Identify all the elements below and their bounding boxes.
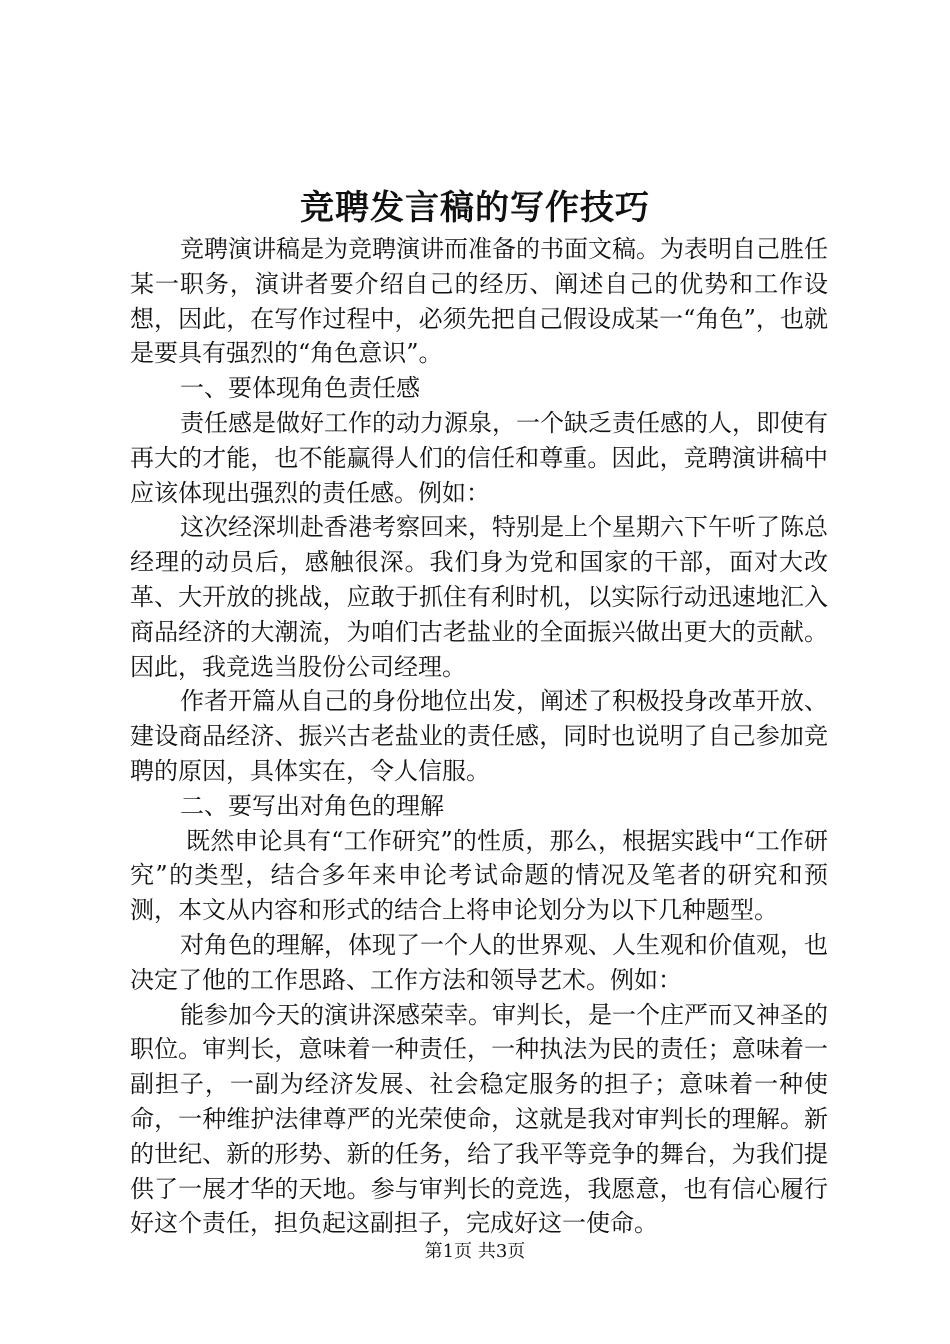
paragraph-shenlun: 既然申论具有“工作研究”的性质，那么，根据实践中“工作研究”的类型，结合多年来申论考试命题的情况及笔者的研究和预测，本文从内容和形式的结合上将申论划分为以下几种题型。 [130, 826, 828, 925]
page-footer: 第1页 共3页 [424, 1241, 526, 1262]
section-heading-2: 二、要写出对角色的理解 [180, 791, 444, 820]
paragraph-analysis-1: 作者开篇从自己的身份地位出发，阐述了积极投身改革开放、建设商品经济、振兴古老盐业的责任感，同时也说明了自己参加竞聘的原因，具体实在，令人信服。 [130, 687, 828, 785]
document-body [130, 232, 828, 1241]
paragraph-example-2: 能参加今天的演讲深感荣幸。审判长，是一个庄严而又神圣的职位。审判长，意味着一种责任，一种执法为民的责任；意味着一副担子，一副为经济发展、社会稳定服务的担子；意味着一种使命，一种维护法律尊严的光荣使命，这就是我对审判长的理解。新的世纪、新的形势、新的任务，给了我平等竞争的舞台，为我们提供了一展才华的天地。参与审判长的竞选，我愿意，也有信心履行好这个责任，担负起这副担子，完成好这一使命。 [130, 1000, 828, 1238]
document-title: 竞聘发言稿的写作技巧 [300, 188, 650, 228]
paragraph-understanding: 对角色的理解，体现了一个人的世界观、人生观和价值观，也决定了他的工作思路、工作方法和领导艺术。例如： [130, 930, 828, 994]
paragraph-example-1: 这次经深圳赴香港考察回来，特别是上个星期六下午听了陈总经理的动员后，感触很深。我们身为党和国家的干部，面对大改革、大开放的挑战，应敢于抓住有利时机，以实际行动迅速地汇入商品经济的大潮流，为咱们古老盐业的全面振兴做出更大的贡献。因此，我竞选当股份公司经理。 [130, 513, 828, 681]
paragraph-intro: 竞聘演讲稿是为竞聘演讲而准备的书面文稿。为表明自己胜任某一职务，演讲者要介绍自己的经历、阐述自己的优势和工作设想，因此，在写作过程中，必须先把自己假设成某一“角色”，也就是要具有强烈的“角色意识”。 [130, 235, 828, 368]
section-heading-1: 一、要体现角色责任感 [180, 374, 420, 403]
paragraph-responsibility: 责任感是做好工作的动力源泉，一个缺乏责任感的人，即使有再大的才能，也不能赢得人们的信任和尊重。因此，竞聘演讲稿中应该体现出强烈的责任感。例如： [130, 408, 828, 507]
